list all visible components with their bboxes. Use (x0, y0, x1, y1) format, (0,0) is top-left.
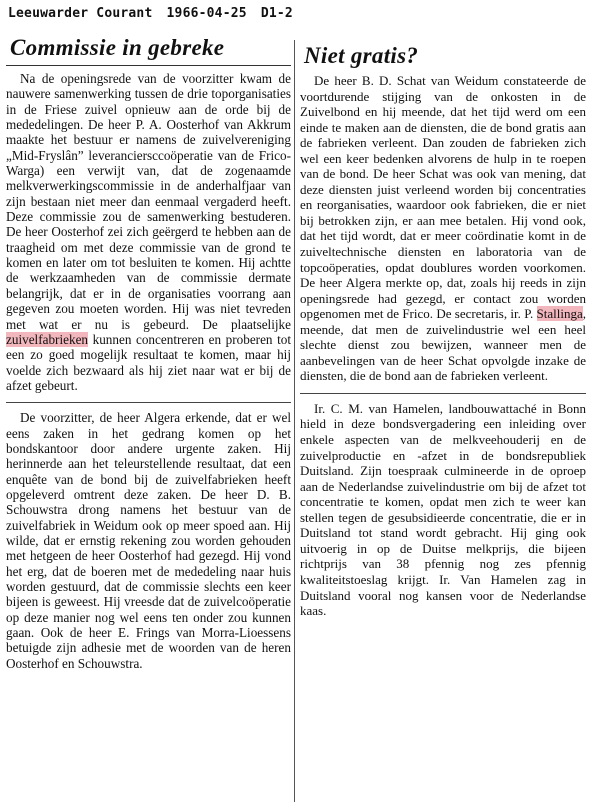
left-paragraph-1 (6, 71, 291, 393)
left-p1-text: Na de openingsrede van de voorzitter kwam de nauwere samenwerking tussen de drie toporganisaties in de Friese zuivel opnieuw aan de orde bij de mededelingen. De heer P. A. Oosterhof van Akkrum maakte het bestuur er namens de zuivelvereniging „Mid-Fryslân” leveranciersccoöperatie van de Frico-Warga) een verwijt van, dat de zogenaamde melkverwerkingscommissie in de anderhalfjaar van zijn bestaan niet meer dan eenmaal vergaderd heeft. Deze commissie zou de samenwerking bestuderen. De heer Oosterhof zei zich geërgerd te hebben aan de traagheid om met deze commissie van de grond te komen en later om tot besluiten te komen. Hij achtte de werkzaamheden van de commissie dermate belangrijk, dat er in de organisaties voorrang aan gegeven zou moeten worden. Hij was niet tevreden met wat er nu is gebeurd. De plaatselijke (6, 71, 291, 332)
title-rule (6, 65, 291, 66)
issue-date: 1966-04-25 (166, 6, 247, 21)
paragraph-separator (6, 402, 291, 403)
right-article-title: Niet gratis? (304, 43, 419, 68)
left-paragraph-2: De voorzitter, de heer Algera erkende, dat er wel eens zaken in het gedrang komen op het bondskantoor door andere urgente zaken. Hij herinnerde aan het teleurstellende resultaat, dat een enquête van de bond bij de zuivelfabrieken heeft opgeleverd omtrent deze zaken. De heer D. B. Schouwstra drong namens het bestuur van de zuivelfabriek in Weidum ook op meer spoed aan. Hij wilde, dat er ernstig rekening zou worden gehouden met hetgeen de heer Oosterhof had gezegd. Hij vond het erg, dat de boeren met de mededeling naar huis worden gestuurd, dat de commissie slechts een keer bijeen is geweest. Hij vreesde dat de zuivelcoöperatie op deze manier nog wel eens ten onder zou kunnen gaan. Ook de heer E. Frings van Morra-Lioessens betuigde zijn adhesie met de woorden van de heren Oosterhof en Schouwstra. (6, 410, 291, 671)
right-paragraph-1 (300, 73, 586, 384)
right-p1-text: De heer B. D. Schat van Weidum constateerde de voortdurende stijging van de onkosten in de Zuivelbond en hij meende, dat het tijd werd om een einde te maken aan de diensten, die de bond gratis aan de fabrieken verleent. Dan zouden de fabrieken zich wel een keer bedenken alvorens de hulp in te roepen van de bond. De heer Schat was ook van mening, dat deze diensten juist verleend worden bij concentraties en reorganisaties, waardoor ook fabrieken, die er niet bij betrokken zijn, er aan mee betalen. Hij vond ook, dat het tijd wordt, dat er meer coördinatie komt in de zuiveltechnische diensten en laboratoria van de topcoöperaties, opdat doublures worden voorkomen. De heer Algera merkte op, dat, zoals hij reeds in zijn openingsrede had gezegd, er contact zou worden opgenomen met de Frico. De secretaris, ir. P. (300, 73, 586, 322)
newspaper-name: Leeuwarder Courant (8, 6, 153, 21)
column-divider (294, 40, 295, 802)
highlighted-term: zuivelfabrieken (6, 331, 89, 347)
right-paragraph-2: Ir. C. M. van Hamelen, landbouwattaché in Bonn hield in deze bondsvergadering een inleiding over enkele aspecten van de melkveehouderij en de zuivelproductie en -afzet in de bondsrepubliek Duitsland. Zijn toespraak culmineerde in de oproep aan de Nederlandse zuivelindustrie om bij de afzet tot concentratie te komen, opdat men zich te weer kan stellen tegen de gesubsidieerde concentratie, die er in Duitsland tot stand wordt gebracht. Hij ging ook uitvoerig in op de Duitse melkprijs, die bijeen richtprijs van 38 pfennig nog zes pfennig kwaliteitstoeslag krijgt. Ir. Van Hamelen zag in Duitsland vooral nog kansen voor de Nederlandse kaas. (300, 400, 586, 619)
right-p1-text-cont: , meende, dat men de zuivelindustrie wel een heel slechte dienst zou bewijzen, wanneer men de aanbevelingen van de heer Schat opvolgde inzake de diensten, die de bond aan de fabrieken verleent. (300, 306, 586, 384)
paragraph-separator (300, 393, 586, 394)
left-p1-text-cont: kunnen concentreren en proberen tot een zo goed mogelijk resultaat te komen, maar hij voelde zich bezwaard als hij ziet naar wat er bij de afzet gebeurt. (6, 331, 291, 393)
left-article (6, 28, 291, 804)
highlighted-name: Stallinga (536, 306, 583, 322)
page-reference: D1-2 (260, 6, 293, 21)
page-header (8, 6, 299, 21)
right-article (300, 28, 586, 804)
left-article-title: Commissie in gebreke (10, 35, 225, 60)
